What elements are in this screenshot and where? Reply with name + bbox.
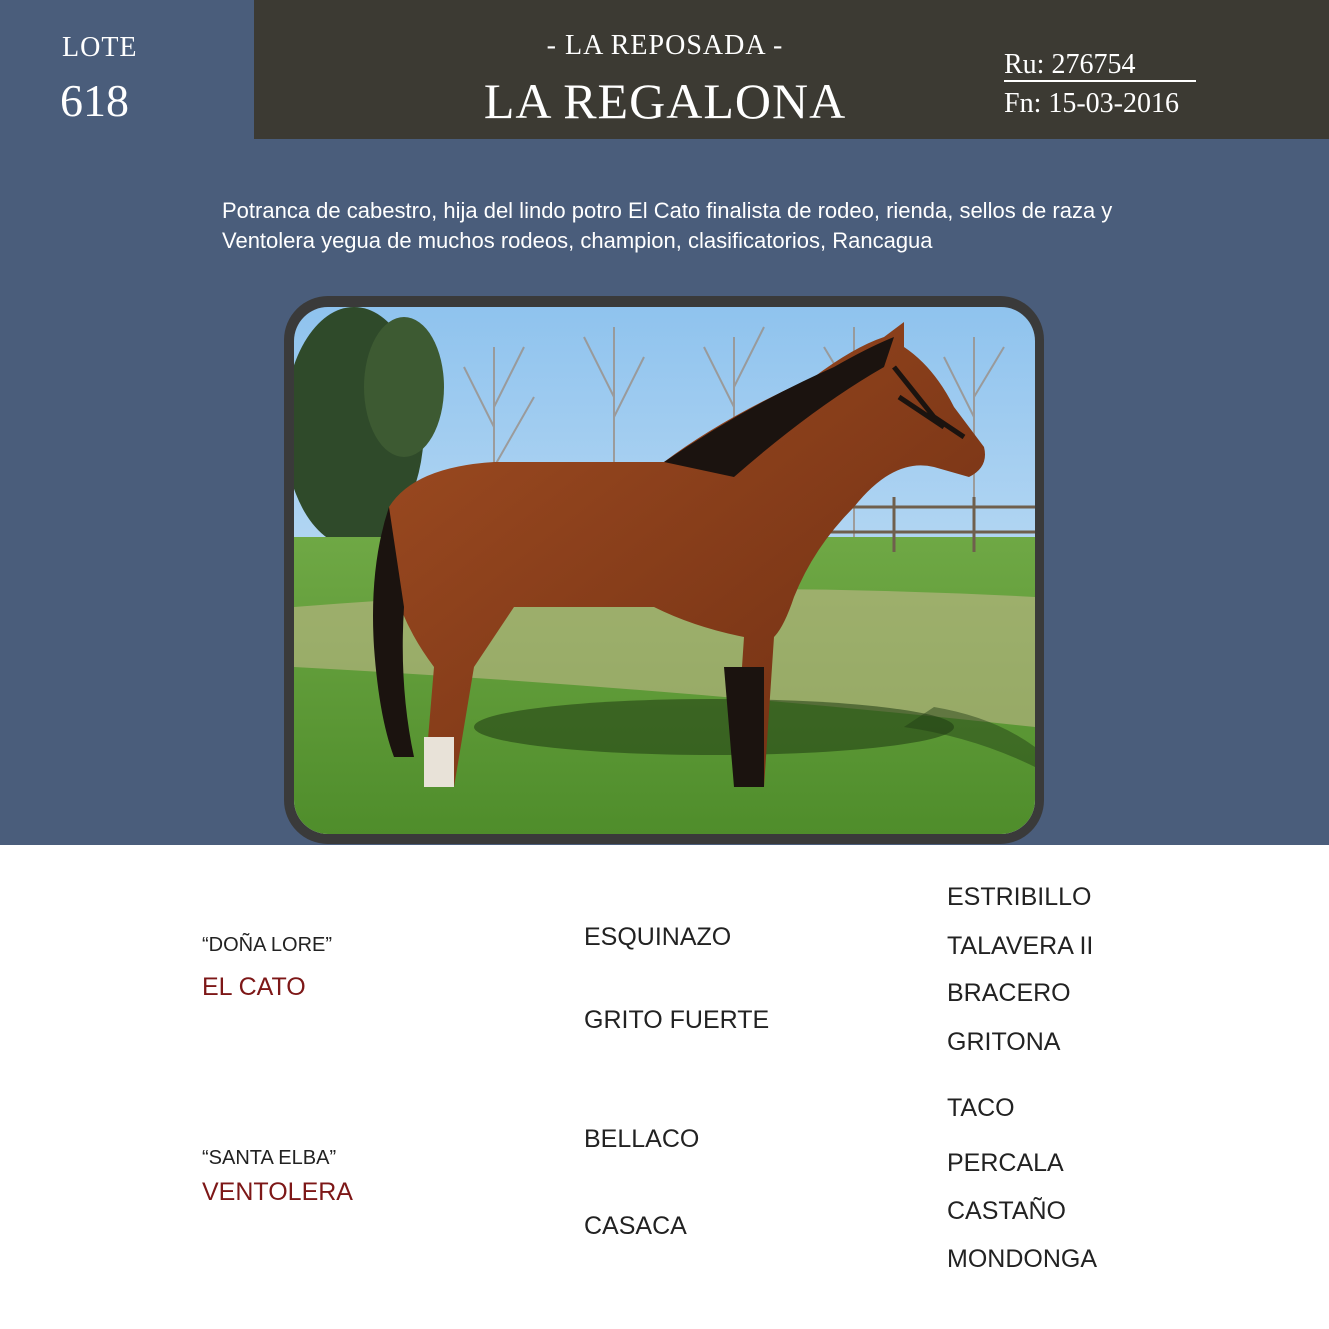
great-grandparent: ESTRIBILLO <box>947 883 1092 911</box>
horse-photo <box>294 307 1035 834</box>
sire-name: EL CATO <box>202 973 306 1001</box>
lot-label: LOTE <box>62 32 138 63</box>
great-grandparent: MONDONGA <box>947 1245 1097 1273</box>
grandparent: GRITO FUERTE <box>584 1006 770 1034</box>
farm-name: - LA REPOSADA - <box>546 30 784 61</box>
horse-name: LA REGALONA <box>483 73 847 129</box>
great-grandparent: CASTAÑO <box>947 1197 1066 1225</box>
dam-name: VENTOLERA <box>202 1178 353 1206</box>
grandparent: CASACA <box>584 1212 687 1240</box>
sire-nickname: “DOÑA LORE” <box>202 934 333 956</box>
lot-number: 618 <box>60 75 129 126</box>
great-grandparent: BRACERO <box>947 979 1071 1007</box>
lot-box <box>0 0 254 139</box>
great-grandparent: TACO <box>947 1094 1015 1122</box>
description: Potranca de cabestro, hija del lindo potro El Cato finalista de rodeo, rienda, sellos de raza y Ventolera yegua de muchos rodeos, champion, clasificatorios, Rancagua <box>222 198 1113 253</box>
registration-number: Ru: 276754 <box>1004 50 1196 82</box>
great-grandparent: GRITONA <box>947 1028 1061 1056</box>
great-grandparent: PERCALA <box>947 1149 1064 1177</box>
bay-horse-photo-icon <box>294 307 1035 834</box>
grandparent: BELLACO <box>584 1125 700 1153</box>
grandparent: ESQUINAZO <box>584 923 732 951</box>
dam-nickname: “SANTA ELBA” <box>202 1147 337 1169</box>
great-grandparent: TALAVERA II <box>947 932 1094 960</box>
birth-date: Fn: 15-03-2016 <box>1004 88 1179 119</box>
